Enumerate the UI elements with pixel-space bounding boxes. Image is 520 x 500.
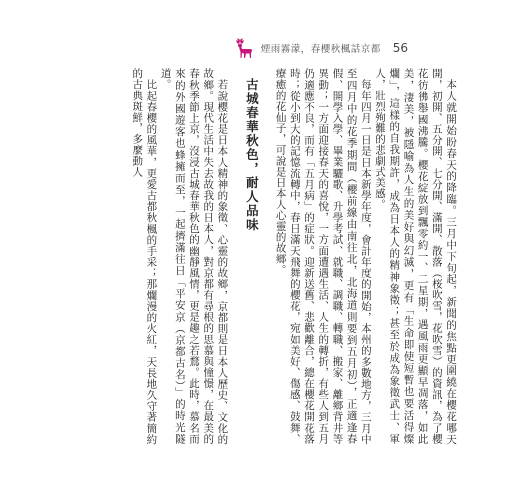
running-header-title: 煙雨霧濛，春櫻秋楓話京都 <box>260 44 381 55</box>
vertical-text-flow <box>130 68 458 444</box>
section-paragraph-2: 比起春櫻的風華，更愛古都秋楓的手采；那爛漫的火紅，天長地久守著簡約的古典斑鮮，多麼動人 <box>131 68 158 444</box>
deer-icon <box>231 36 255 60</box>
body-paragraph-1: 本人就開始盼春天的降臨。三月中下旬起，新聞的焦點更圍繞在櫻花哪天開，初開、五分開、七分開、滿開、散落（桜吹雪，花吹雪）的資訊，為了櫻花彷彿舉國沸騰。櫻花綻放到飄零約一、二星期，遇風雨更顯早凋落，如此美，淒美，被隱喻為人生的美好與幻滅，更有「生命即使短暫也要活得燦爛」，這樣的自我期許，成為日本人的精神象徵；甚至於成為象徵武士、軍人，壯烈殉難的悲劇式美感。 <box>374 68 458 444</box>
body-paragraph-2: 每年四月一日是日本新學年度，會計年度的開始，本州的多數地方，三月中至四月中的花季期間（櫻前線由南往北，北海道則要到五月初），正適逢春假、開學入學、畢業驪歌、升學考試、就職、調職、轉職、搬家、離鄉背井等異動；一方面迎接春天的喜悅，一方面遭遇生活、人生的轉折，有些人到五月仍適應不良，而有「五月病」的症狀。迎新送舊、悲歡離合，總在櫻花開花落時；從小到大的記憶流轉中，春日滿天飛舞的櫻花，宛如美好、傷感、鼓舞、療癒的花仙子，可說是日本人心靈的故鄉。 <box>274 68 372 444</box>
page-header <box>231 36 408 60</box>
section-paragraph-1: 若說櫻花是日本人精神的象徵、心靈的故鄉，京都則是日本人歷史、文化的故鄉。現代生活中失去故我的日本人，對京都有尋根的思慕與憧憬，在最美的春秋季節上京，沒浸古城春華秋色的幽靜風情，更是趣之若鶩。此時，慕名而來的外國遊客也蜂擁而至，一起擠滿往日「平安京（京都古名）」的時光隧道。 <box>159 68 229 444</box>
section-heading: 古城春華秋色，耐人品味 <box>244 78 260 232</box>
vertical-text-body <box>130 68 458 444</box>
page-number: 56 <box>392 41 408 55</box>
